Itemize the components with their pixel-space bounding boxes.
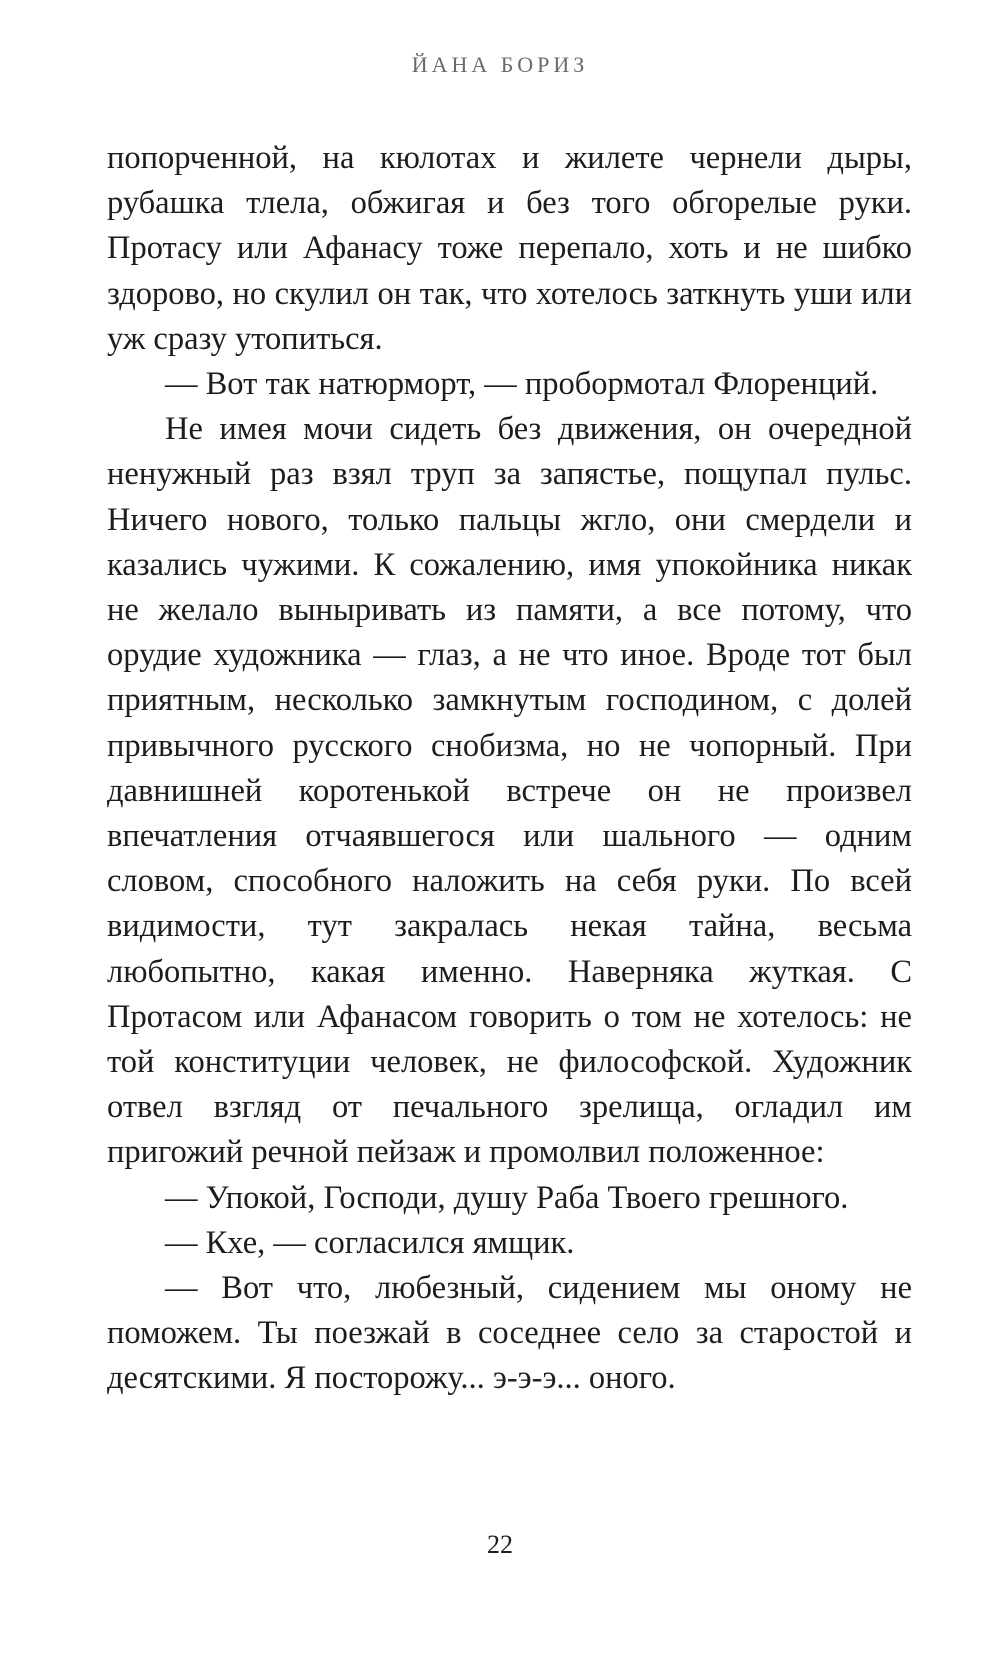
running-head: ЙАНА БОРИЗ [411,52,589,77]
paragraph-continuation: попорченной, на кюлотах и жилете чернели дыры, рубашка тлела, обжигая и без того обгорелые руки. Протасу или Афанасу тоже перепало, хоть и не шибко здорово, но скулил он так, что хотелось заткнуть уши или уж сразу утопиться. [107,140,912,357]
paragraph-narrative: Не имея мочи сидеть без движения, он очередной ненужный раз взял труп за запястье, пощупал пульс. Ничего нового, только пальцы жгло, они смердели и казались чужими. К сожалению, имя упокойника никак не желало выныривать из памяти, а все потому, что орудие художника — глаз, а не что иное. Вроде тот был приятным, несколько замкнутым господином, с долей привычного русского снобизма, но не чопорный. При давнишней коротенькой встрече он не произвел впечатления отчаявшегося или шального — одним словом, способного наложить на себя руки. По всей видимости, тут закралась некая тайна, весьма любопытно, какая именно. Наверняка жуткая. С Протасом или Афанасом говорить о том не хотелось: не той конституции человек, не философской. Художник отвел взгляд от печального зрелища, огладил им пригожий речной пейзаж и промолвил положенное: [107,411,912,1171]
page-number: 22 [487,1530,513,1559]
paragraph-dialogue: — Упокой, Господи, душу Раба Твоего грешного. [165,1179,849,1216]
paragraph-dialogue: — Вот что, любезный, сидением мы оному не поможем. Ты поезжай в соседнее село за старостой и десятскими. Я посторожу... э-э-э... оного. [107,1270,912,1397]
paragraph-dialogue: — Кхе, — согласился ямщик. [165,1224,575,1261]
paragraph-dialogue: — Вот так натюрморт, — пробормотал Флоренций. [165,366,879,403]
body-text [107,136,912,1402]
